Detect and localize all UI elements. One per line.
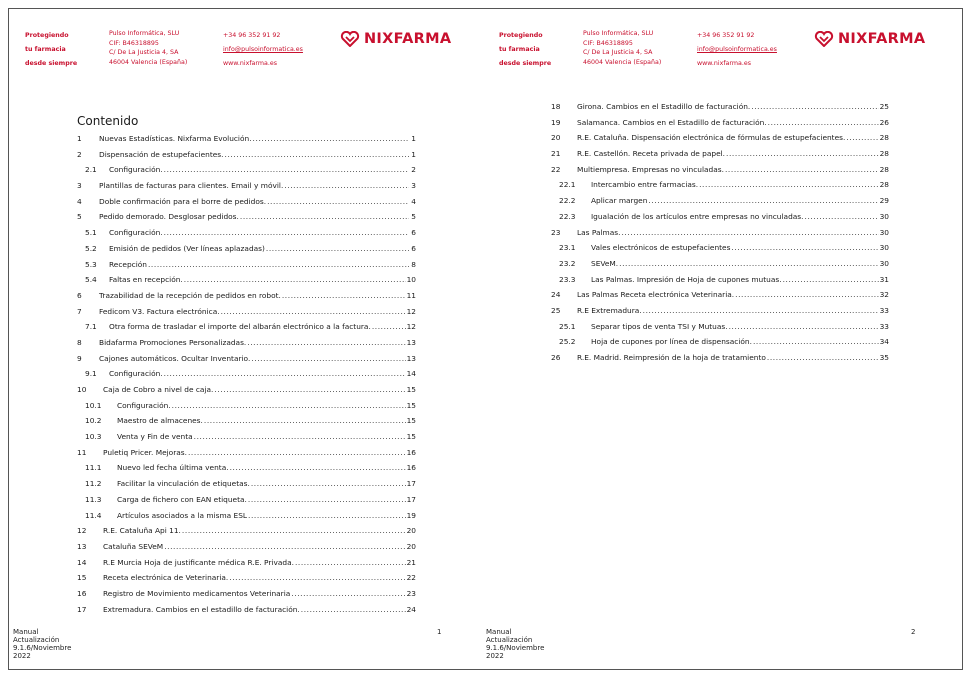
toc-entry-number: 11.2 <box>85 479 102 489</box>
heart-logo-icon <box>340 31 360 47</box>
toc-dot-leader <box>247 335 405 351</box>
tagline-line: desde siempre <box>499 60 552 67</box>
tagline-line: tu farmacia <box>25 46 66 53</box>
toc-entry-link[interactable] <box>551 130 889 146</box>
toc-dot-leader <box>648 193 878 209</box>
toc-dot-leader <box>230 460 406 476</box>
toc-dot-leader <box>805 209 879 225</box>
toc-entry-page: 35 <box>879 353 889 362</box>
toc-entry-link[interactable] <box>77 319 416 335</box>
toc-entry-text: Nuevo led fecha última venta. <box>117 463 229 473</box>
toc-entry-number: 23.2 <box>559 258 576 268</box>
toc-entry-page: 8 <box>411 259 416 269</box>
heart-logo-icon <box>814 31 834 47</box>
toc-entry-link[interactable] <box>77 241 416 257</box>
footer-title: Manual Actualización 9.1.6/Noviembre 2022 <box>486 628 545 660</box>
toc-entry-link[interactable] <box>551 287 889 303</box>
tagline-line: Protegiendo <box>499 32 543 39</box>
phone: +34 96 352 91 92 <box>697 32 755 39</box>
toc-entry-text: Separar tipos de venta TSI y Mutuas. <box>591 321 728 331</box>
toc-entry-text: R.E. Cataluña Api 11. <box>103 526 181 536</box>
toc-entry-link[interactable] <box>551 209 889 225</box>
toc-entry-number: 22.2 <box>559 196 576 206</box>
toc-entry-text: Extremadura. Cambios en el estadillo de facturación. <box>103 604 300 614</box>
toc-entry-link[interactable] <box>77 288 416 304</box>
toc-entry-link[interactable] <box>77 194 416 210</box>
toc-entry-link[interactable] <box>77 523 416 539</box>
toc-entry-link[interactable] <box>77 382 416 398</box>
toc-entry-page: 14 <box>406 369 416 379</box>
toc-dot-leader <box>164 162 409 178</box>
toc-dot-leader <box>267 194 409 210</box>
toc-entry-text: Las Palmas. <box>577 227 621 237</box>
toc-entry-text: R.E Murcia Hoja de justificante médica R.E. Privada. <box>103 557 294 567</box>
toc-entry-link[interactable] <box>77 178 416 194</box>
toc-dot-leader <box>725 162 879 178</box>
toc-entry-page: 32 <box>879 290 889 300</box>
toc-entry-number: 9 <box>77 353 82 363</box>
header-contact <box>697 29 777 71</box>
toc-entry-link[interactable] <box>77 147 416 163</box>
toc-dot-leader <box>164 225 409 241</box>
toc-entry-link[interactable] <box>77 131 416 147</box>
toc-entry-number: 1 <box>77 134 82 143</box>
toc-entry-link[interactable] <box>77 257 416 273</box>
toc-entry-link[interactable] <box>77 570 416 586</box>
toc-entry-text: Salamanca. Cambios en el Estadillo de facturación. <box>577 117 767 127</box>
toc-entry-page: 15 <box>406 385 416 394</box>
toc-dot-leader <box>619 256 878 272</box>
toc-entry-text: Puletiq Pricer. Mejoras. <box>103 447 187 457</box>
page-number: 2 <box>911 628 916 636</box>
toc-entry-page: 19 <box>406 510 416 520</box>
tagline-line: tu farmacia <box>499 46 540 53</box>
page-1 <box>9 9 482 669</box>
toc-entry-page: 5 <box>411 212 416 222</box>
toc-entry-text: Facilitar la vinculación de etiquetas. <box>117 479 250 489</box>
toc-entry-link[interactable] <box>77 209 416 225</box>
toc-entry-link[interactable] <box>551 146 889 162</box>
toc-dot-leader <box>248 508 406 524</box>
toc-entry-page: 13 <box>406 353 416 363</box>
toc-entry-page: 12 <box>406 322 416 332</box>
toc-entry-number: 11.3 <box>85 494 102 504</box>
toc-dot-leader <box>225 147 410 163</box>
toc-dot-leader <box>768 115 879 131</box>
toc-entry-number: 17 <box>77 604 87 614</box>
toc-entry-number: 8 <box>77 337 82 347</box>
toc-entry-text: Las Palmas Receta electrónica Veterinaria. <box>577 290 735 300</box>
toc-entry-text: Doble confirmación para el borre de pedidos. <box>99 196 267 206</box>
toc-entry-text: Artículos asociados a la misma ESL <box>117 510 247 520</box>
toc-entry-link[interactable] <box>77 586 416 602</box>
toc-entry-link[interactable] <box>77 398 416 414</box>
toc-entry-link[interactable] <box>551 303 889 319</box>
toc-entry-number: 11.1 <box>85 463 102 473</box>
toc-entry-link[interactable] <box>77 539 416 555</box>
toc-dot-leader <box>699 177 878 193</box>
toc-entry-page: 2 <box>411 165 416 175</box>
toc-entry-text: Carga de fichero con EAN etiqueta. <box>117 494 247 504</box>
toc-entry-number: 4 <box>77 196 82 206</box>
toc-entry-link[interactable] <box>77 429 416 445</box>
toc-entry-link[interactable] <box>77 162 416 178</box>
toc-dot-leader <box>643 303 879 319</box>
footer-title: Manual Actualización 9.1.6/Noviembre 2022 <box>13 628 72 660</box>
toc-entry-number: 10.2 <box>85 416 102 426</box>
toc-entry-number: 16 <box>77 588 87 598</box>
toc-entry-page: 17 <box>406 494 416 504</box>
toc-entry-text: Nuevas Estadísticas. Nixfarma Evolución. <box>99 134 252 143</box>
toc-dot-leader <box>251 351 405 367</box>
toc-entry-link[interactable] <box>551 162 889 178</box>
toc-entry-page: 26 <box>879 117 889 127</box>
toc-entry-number: 11 <box>77 447 87 457</box>
toc-entry-link[interactable] <box>77 476 416 492</box>
toc-dot-leader <box>295 555 406 571</box>
toc-dot-leader <box>240 209 409 225</box>
toc-entry-page: 13 <box>406 337 416 347</box>
toc-dot-leader <box>266 241 409 257</box>
tagline-line: Protegiendo <box>25 32 69 39</box>
toc-entry-number: 15 <box>77 573 87 583</box>
toc-entry-link[interactable] <box>77 335 416 351</box>
toc-dot-leader <box>248 492 406 508</box>
toc-entry-text: Aplicar margen <box>591 196 648 206</box>
toc-entry-text: Dispensación de estupefacientes. <box>99 149 224 159</box>
toc-entry-link[interactable] <box>551 193 889 209</box>
toc-entry-page: 16 <box>406 447 416 457</box>
toc-entry-number: 6 <box>77 290 82 300</box>
toc-entry-page: 30 <box>879 243 889 253</box>
toc-entry-link[interactable] <box>77 492 416 508</box>
toc-entry-page: 25 <box>879 102 889 111</box>
toc-entry-page: 30 <box>879 258 889 268</box>
company-cif: CIF: B46318895 <box>109 39 159 47</box>
toc-dot-leader <box>282 288 406 304</box>
toc-entry-number: 14 <box>77 557 87 567</box>
toc-entry-number: 2 <box>77 149 82 159</box>
toc-entry-link[interactable] <box>551 225 889 241</box>
toc-list <box>77 131 416 617</box>
toc-entry-page: 3 <box>411 181 416 191</box>
toc-entry-text: Hoja de cupones por línea de dispensación. <box>591 337 752 347</box>
toc-entry-number: 3 <box>77 181 82 191</box>
web-link[interactable]: www.nixfarma.es <box>697 60 752 67</box>
toc-entry-link[interactable] <box>551 99 889 115</box>
toc-dot-leader <box>182 523 406 539</box>
toc-entry-page: 22 <box>406 573 416 583</box>
toc-entry-link[interactable] <box>77 555 416 571</box>
company-cif: CIF: B46318895 <box>583 39 633 47</box>
toc-entry-page: 23 <box>406 588 416 598</box>
toc-entry-number: 25.1 <box>559 321 576 331</box>
toc-entry-number: 18 <box>551 102 561 111</box>
company-name: Pulso Informática, SLU <box>109 30 180 37</box>
toc-entry-page: 30 <box>879 211 889 221</box>
toc-dot-leader <box>726 146 879 162</box>
toc-dot-leader <box>735 287 878 303</box>
toc-entry-page: 28 <box>879 180 889 190</box>
toc-entry-page: 34 <box>879 337 889 347</box>
toc-dot-leader <box>846 130 878 146</box>
toc-entry-page: 6 <box>411 243 416 253</box>
toc-list <box>551 99 889 366</box>
toc-entry-number: 20 <box>551 133 561 143</box>
toc-entry-number: 13 <box>77 541 87 551</box>
toc-entry-text: R.E. Madrid. Reimpresión de la hoja de tratamiento <box>577 353 766 362</box>
toc-dot-leader <box>751 99 878 115</box>
header-company <box>583 29 661 67</box>
toc-entry-number: 23.1 <box>559 243 576 253</box>
toc-dot-leader <box>172 398 406 414</box>
toc-entry-number: 9.1 <box>85 369 97 379</box>
logo-text: NIXFARMA <box>364 31 452 47</box>
toc-entry-text: Recepción <box>109 259 147 269</box>
toc-entry-text: Igualación de los artículos entre empresas no vinculadas. <box>591 211 804 221</box>
toc-entry-text: Configuración. <box>117 400 171 410</box>
header-contact <box>223 29 303 71</box>
toc-entry-page: 21 <box>406 557 416 567</box>
toc-entry-text: Receta electrónica de Veterinaria. <box>103 573 229 583</box>
toc-entry-page: 1 <box>411 134 416 143</box>
toc-entry-link[interactable] <box>551 256 889 272</box>
toc-entry-page: 20 <box>406 526 416 536</box>
toc-dot-leader <box>301 602 406 618</box>
toc-entry-text: Girona. Cambios en el Estadillo de facturación. <box>577 102 751 111</box>
toc-entry-link[interactable] <box>551 350 889 366</box>
toc-entry-number: 7 <box>77 306 82 316</box>
toc-entry-number: 5.2 <box>85 243 97 253</box>
toc-entry-page: 31 <box>879 274 889 284</box>
toc-entry-number: 10 <box>77 385 87 394</box>
toc-entry-page: 28 <box>879 149 889 159</box>
toc-dot-leader <box>221 304 406 320</box>
toc-entry-number: 5 <box>77 212 82 222</box>
toc-entry-link[interactable] <box>551 115 889 131</box>
toc-entry-page: 10 <box>406 275 416 285</box>
header-tagline <box>25 29 77 71</box>
toc-entry-number: 22 <box>551 164 561 174</box>
toc-dot-leader <box>188 445 406 461</box>
toc-entry-number: 2.1 <box>85 165 97 175</box>
toc-entry-number: 7.1 <box>85 322 97 332</box>
toc-dot-leader <box>753 334 879 350</box>
phone: +34 96 352 91 92 <box>223 32 281 39</box>
toc-dot-leader <box>184 272 406 288</box>
email-link[interactable]: info@pulsoinformatica.es <box>697 46 777 53</box>
toc-entry-text: Caja de Cobro a nivel de caja. <box>103 385 214 394</box>
toc-entry-page: 30 <box>879 227 889 237</box>
toc-entry-page: 28 <box>879 133 889 143</box>
document-viewer <box>8 8 963 670</box>
company-name: Pulso Informática, SLU <box>583 30 654 37</box>
toc-dot-leader <box>148 257 409 273</box>
toc-dot-leader <box>253 131 409 147</box>
toc-entry-text: Otra forma de trasladar el importe del albarán electrónico a la factura. <box>109 322 371 332</box>
toc-entry-text: Maestro de almacenes. <box>117 416 203 426</box>
toc-entry-link[interactable] <box>77 351 416 367</box>
toc-entry-page: 28 <box>879 164 889 174</box>
toc-entry-number: 11.4 <box>85 510 102 520</box>
table-of-contents <box>551 99 889 366</box>
toc-dot-leader <box>251 476 406 492</box>
toc-entry-page: 15 <box>406 432 416 442</box>
toc-entry-number: 25.2 <box>559 337 576 347</box>
toc-entry-number: 24 <box>551 290 561 300</box>
toc-entry-text: Registro de Movimiento medicamentos Veterinaria <box>103 588 291 598</box>
toc-entry-link[interactable] <box>551 272 889 288</box>
toc-entry-page: 4 <box>411 196 416 206</box>
toc-entry-link[interactable] <box>77 460 416 476</box>
toc-entry-page: 6 <box>411 228 416 238</box>
toc-entry-link[interactable] <box>77 304 416 320</box>
nixfarma-logo <box>814 31 925 47</box>
nixfarma-logo <box>340 31 451 47</box>
toc-entry-text: Cajones automáticos. Ocultar Inventario. <box>99 353 251 363</box>
toc-entry-text: R.E. Cataluña. Dispensación electrónica de fórmulas de estupefacientes. <box>577 133 846 143</box>
toc-entry-number: 22.1 <box>559 180 576 190</box>
toc-dot-leader <box>372 319 406 335</box>
toc-entry-text: Vales electrónicos de estupefacientes <box>591 243 731 253</box>
toc-dot-leader <box>291 586 405 602</box>
toc-entry-text: Faltas en recepción. <box>109 275 183 285</box>
toc-entry-number: 10.3 <box>85 432 102 442</box>
page-header <box>9 27 482 77</box>
toc-dot-leader <box>621 225 878 241</box>
toc-entry-text: Las Palmas. Impresión de Hoja de cupones mutuas. <box>591 274 782 284</box>
logo-text: NIXFARMA <box>838 31 926 47</box>
toc-entry-text: Emisión de pedidos (Ver líneas aplazadas) <box>109 243 265 253</box>
toc-dot-leader <box>214 382 405 398</box>
toc-dot-leader <box>164 539 405 555</box>
toc-dot-leader <box>783 272 879 288</box>
toc-entry-number: 21 <box>551 149 561 159</box>
toc-entry-link[interactable] <box>551 319 889 335</box>
toc-dot-leader <box>731 240 878 256</box>
header-tagline <box>499 29 551 71</box>
toc-entry-number: 23.3 <box>559 274 576 284</box>
toc-entry-text: Bidafarma Promociones Personalizadas. <box>99 337 247 347</box>
web-link[interactable]: www.nixfarma.es <box>223 60 278 67</box>
email-link[interactable]: info@pulsoinformatica.es <box>223 46 303 53</box>
toc-entry-link[interactable] <box>77 602 416 618</box>
toc-entry-number: 12 <box>77 526 87 536</box>
toc-entry-text: Cataluña SEVeM <box>103 541 164 551</box>
toc-entry-page: 20 <box>406 541 416 551</box>
table-of-contents <box>77 113 416 617</box>
toc-entry-text: Trazabilidad de la recepción de pedidos en robot. <box>99 290 281 300</box>
toc-entry-page: 33 <box>879 321 889 331</box>
toc-entry-text: Multiempresa. Empresas no vinculadas. <box>577 164 724 174</box>
toc-entry-page: 29 <box>879 196 889 206</box>
toc-entry-page: 12 <box>406 306 416 316</box>
toc-entry-page: 1 <box>411 149 416 159</box>
toc-dot-leader <box>204 413 406 429</box>
toc-entry-number: 19 <box>551 117 561 127</box>
toc-entry-text: R.E. Castellón. Receta privada de papel. <box>577 149 726 159</box>
toc-entry-number: 26 <box>551 353 561 362</box>
toc-dot-leader <box>284 178 409 194</box>
company-city: 46004 Valencia (España) <box>109 58 188 66</box>
toc-entry-text: R.E Extremadura. <box>577 305 642 315</box>
toc-entry-number: 10.1 <box>85 400 102 410</box>
toc-entry-text: Intercambio entre farmacias. <box>591 180 699 190</box>
page-number: 1 <box>437 628 442 636</box>
toc-entry-number: 5.3 <box>85 259 97 269</box>
toc-entry-link[interactable] <box>77 445 416 461</box>
toc-entry-text: SEVeM. <box>591 258 619 268</box>
toc-dot-leader <box>229 570 405 586</box>
toc-dot-leader <box>729 319 879 335</box>
toc-entry-page: 15 <box>406 416 416 426</box>
toc-title: Contenido <box>77 114 139 128</box>
company-city: 46004 Valencia (España) <box>583 58 662 66</box>
header-company <box>109 29 187 67</box>
company-address: C/ De La Justicia 4, SA <box>109 49 179 56</box>
toc-dot-leader <box>767 350 879 366</box>
toc-dot-leader <box>194 429 406 445</box>
toc-entry-page: 17 <box>406 479 416 489</box>
toc-entry-text: Configuración. <box>109 165 163 175</box>
toc-entry-link[interactable] <box>77 413 416 429</box>
tagline-line: desde siempre <box>25 60 78 67</box>
toc-entry-link[interactable] <box>551 177 889 193</box>
page-2 <box>483 9 956 669</box>
toc-entry-link[interactable] <box>551 240 889 256</box>
toc-entry-page: 15 <box>406 400 416 410</box>
toc-entry-link[interactable] <box>77 508 416 524</box>
toc-entry-text: Venta y Fin de venta <box>117 432 193 442</box>
toc-entry-text: Configuración. <box>109 228 163 238</box>
toc-entry-number: 5.4 <box>85 275 97 285</box>
toc-entry-text: Configuración. <box>109 369 163 379</box>
toc-entry-text: Fedicom V3. Factura electrónica. <box>99 306 220 316</box>
toc-entry-number: 22.3 <box>559 211 576 221</box>
toc-entry-page: 24 <box>406 604 416 614</box>
toc-entry-number: 23 <box>551 227 561 237</box>
toc-entry-link[interactable] <box>77 366 416 382</box>
toc-entry-link[interactable] <box>77 272 416 288</box>
toc-entry-page: 33 <box>879 305 889 315</box>
company-address: C/ De La Justicia 4, SA <box>583 49 653 56</box>
toc-entry-number: 25 <box>551 305 561 315</box>
toc-entry-link[interactable] <box>551 334 889 350</box>
page-header <box>483 27 956 77</box>
toc-entry-link[interactable] <box>77 225 416 241</box>
toc-entry-text: Plantillas de facturas para clientes. Email y móvil. <box>99 181 284 191</box>
toc-dot-leader <box>164 366 406 382</box>
toc-entry-text: Pedido demorado. Desglosar pedidos. <box>99 212 239 222</box>
toc-entry-number: 5.1 <box>85 228 97 238</box>
toc-entry-page: 16 <box>406 463 416 473</box>
toc-entry-page: 11 <box>406 290 416 300</box>
